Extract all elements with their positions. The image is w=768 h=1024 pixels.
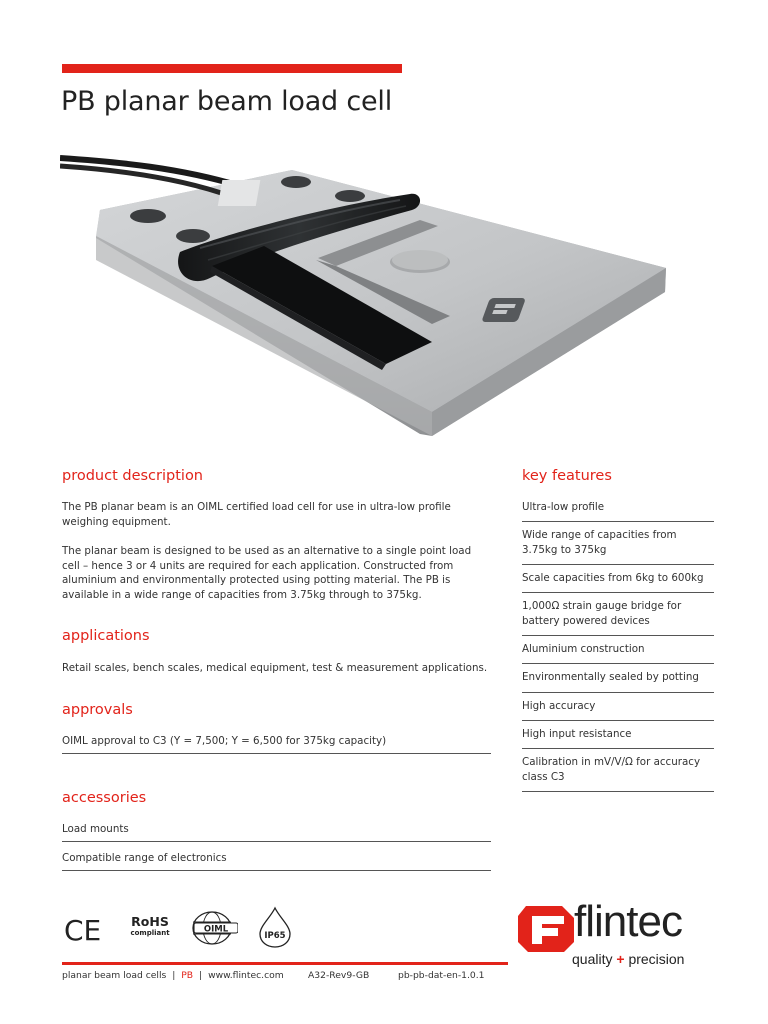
oiml-mark-icon [190,910,238,946]
applications-text: Retail scales, bench scales, medical equipment, test & measurement applications. [62,662,488,674]
footer-website-link[interactable]: www.flintec.com [208,970,284,981]
load-cell-product-image [60,148,700,448]
accessory-item: Load mounts [62,823,129,835]
flintec-logo-mark-icon [518,906,578,952]
approvals-text: OIML approval to C3 (Y = 7,500; Y = 6,500 for 375kg capacity) [62,735,387,747]
rohs-label: RoHS [131,914,169,929]
footer-separator: | [172,970,176,981]
svg-text:CE: CE [64,914,102,944]
product-description-paragraph-2: The planar beam is designed to be used as an alternative to a single point load cell – hence 3 or 4 units are required for each application. Constructed from aluminium and environmentally protected using potting material. The PB is available in a wide range of capacities from 3.75kg through to 375kg. [62,545,472,602]
ip65-drop-icon [258,906,292,948]
product-description-paragraph-1: The PB planar beam is an OIML certified load cell for use in ultra-low profile weighing equipment. [62,501,451,528]
footer-separator: | [199,970,203,981]
key-feature-item: High input resistance [522,721,714,749]
key-features-heading: key features [522,468,612,484]
key-feature-item: Wide range of capacities from 3.75kg to 375kg [522,522,714,565]
footer-doc-code: pb-pb-dat-en-1.0.1 [398,970,485,981]
footer-category: planar beam load cells [62,970,167,981]
footer-revision: A32-Rev9-GB [308,970,370,981]
accessories-heading: accessories [62,790,147,806]
tagline-plus: + [616,951,625,967]
svg-text:OIML: OIML [203,924,229,935]
footer-model: PB [181,970,194,981]
product-description-heading: product description [62,468,203,484]
accessory-divider [62,870,491,871]
key-feature-item: Ultra-low profile [522,494,714,522]
footer-accent-bar [62,962,508,965]
tagline-quality: quality [572,951,613,967]
logo-tagline [572,951,684,967]
key-feature-item: 1,000Ω strain gauge bridge for battery powered devices [522,593,714,636]
flintec-logo [518,897,718,970]
key-feature-item: Scale capacities from 6kg to 600kg [522,565,714,593]
svg-text:IP65: IP65 [264,931,286,941]
tagline-precision: precision [628,951,685,967]
key-feature-item: Aluminium construction [522,636,714,664]
rohs-mark-icon [128,915,172,937]
title-accent-bar [62,64,402,73]
accessory-item: Compatible range of electronics [62,852,227,864]
rohs-sublabel: compliant [130,929,170,937]
page-title: PB planar beam load cell [61,86,393,117]
approvals-divider [62,753,491,754]
logo-wordmark: flintec [574,897,682,946]
ce-mark-icon [64,914,106,944]
accessory-divider [62,841,491,842]
key-feature-item: Calibration in mV/V/Ω for accuracy class C3 [522,749,714,792]
key-feature-item: High accuracy [522,693,714,721]
key-feature-item: Environmentally sealed by potting [522,664,714,692]
footer-links [62,970,284,981]
key-features-list [522,494,714,792]
approvals-heading: approvals [62,702,133,718]
applications-heading: applications [62,628,150,644]
